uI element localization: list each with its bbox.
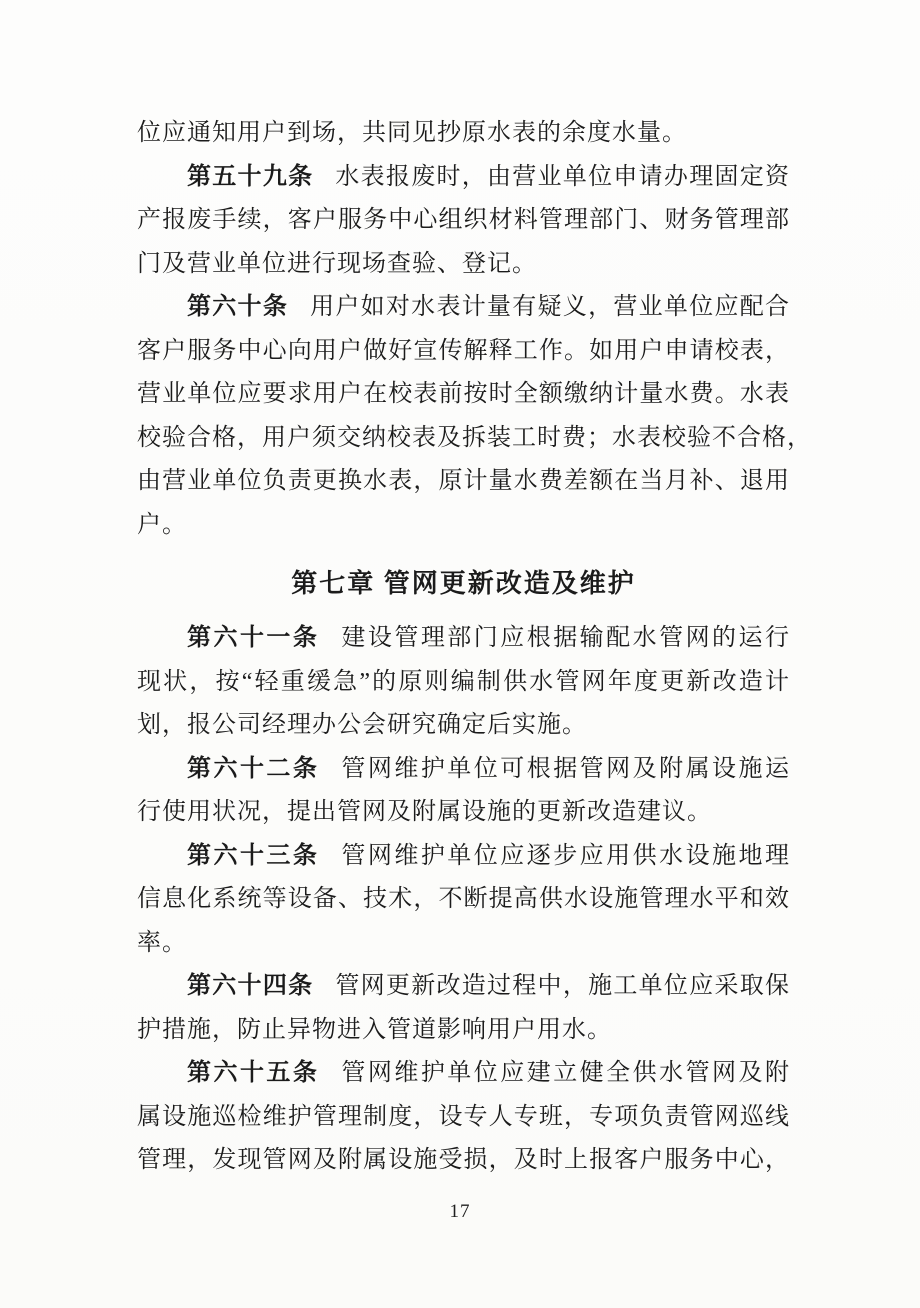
line-text: 管网维护单位应逐步应用供水设施地理: [341, 842, 791, 869]
article-number: 第六十五条: [187, 1060, 320, 1086]
line-text: 水表报废时，由营业单位申请办理固定资: [335, 163, 791, 190]
line-text: 率。: [137, 929, 187, 956]
article-62-line: [137, 748, 790, 792]
text-line: [137, 417, 812, 461]
page-number: 17: [449, 1201, 471, 1222]
line-text: 户。: [137, 511, 187, 538]
text-line: [137, 1096, 790, 1140]
article-59-line: [137, 156, 790, 200]
line-text: 划，报公司经理办公会研究确定后实施。: [137, 712, 587, 738]
text-line: [137, 373, 790, 417]
text-line: [137, 504, 790, 548]
text-line: [137, 199, 790, 243]
line-text: 管网维护单位可根据管网及附属设施运: [341, 755, 791, 782]
line-text: 由营业单位负责更换水表，原计量水费差额在当月补、退用: [137, 468, 790, 494]
text-line: [137, 878, 790, 922]
text-line: [137, 1139, 790, 1183]
text-line: [137, 791, 790, 835]
line-text: 护措施，防止异物进入管道影响用户用水。: [137, 1016, 612, 1043]
line-text: 校验合格，用户须交纳校表及拆装工时费；水表校验不合格，: [137, 424, 812, 451]
line-text: 位应通知用户到场，共同见抄原水表的余度水量。: [137, 120, 687, 146]
document-text-block: [137, 112, 812, 1183]
text-line: [137, 1009, 790, 1053]
article-61-line: [137, 617, 790, 661]
article-number: 第五十九条: [187, 163, 314, 190]
article-63-line: [137, 835, 790, 879]
line-text: 属设施巡检维护管理制度，设专人专班，专项负责管网巡线: [137, 1103, 790, 1130]
line-text: 管理，发现管网及附属设施受损，及时上报客户服务中心，: [137, 1147, 790, 1173]
text-line: [137, 460, 790, 504]
article-65-line: [137, 1052, 790, 1096]
article-number: 第六十三条: [187, 842, 320, 869]
text-line: [137, 661, 790, 705]
line-text: 产报废手续，客户服务中心组织材料管理部门、财务管理部: [137, 207, 790, 233]
line-text: 管网维护单位应建立健全供水管网及附: [341, 1060, 791, 1086]
article-number: 第六十条: [187, 294, 289, 320]
line-text: 门及营业单位进行现场查验、登记。: [137, 250, 537, 277]
line-text: 行使用状况，提出管网及附属设施的更新改造建议。: [137, 799, 712, 825]
text-line: [137, 330, 790, 374]
article-number: 第六十一条: [187, 625, 320, 651]
text-line: [137, 704, 790, 748]
text-line: [137, 922, 790, 966]
line-text: 营业单位应要求用户在校表前按时全额缴纳计量水费。水表: [137, 381, 790, 407]
text-line: [137, 112, 790, 156]
line-text: 现状，按“轻重缓急”的原则编制供水管网年度更新改造计: [137, 668, 790, 695]
article-60-line: [137, 286, 790, 330]
chapter-heading: 第七章 管网更新改造及维护: [291, 569, 636, 598]
line-text: 客户服务中心向用户做好宣传解释工作。如用户申请校表，: [137, 337, 790, 364]
line-text: 信息化系统等设备、技术，不断提高供水设施管理水平和效: [137, 886, 790, 912]
line-text: 用户如对水表计量有疑义，营业单位应配合: [310, 294, 791, 320]
article-64-line: [137, 965, 790, 1009]
line-text: 建设管理部门应根据输配水管网的运行: [341, 625, 791, 651]
text-line: [137, 243, 790, 287]
article-number: 第六十四条: [187, 973, 314, 999]
article-number: 第六十二条: [187, 755, 320, 782]
line-text: 管网更新改造过程中，施工单位应采取保: [335, 973, 791, 999]
